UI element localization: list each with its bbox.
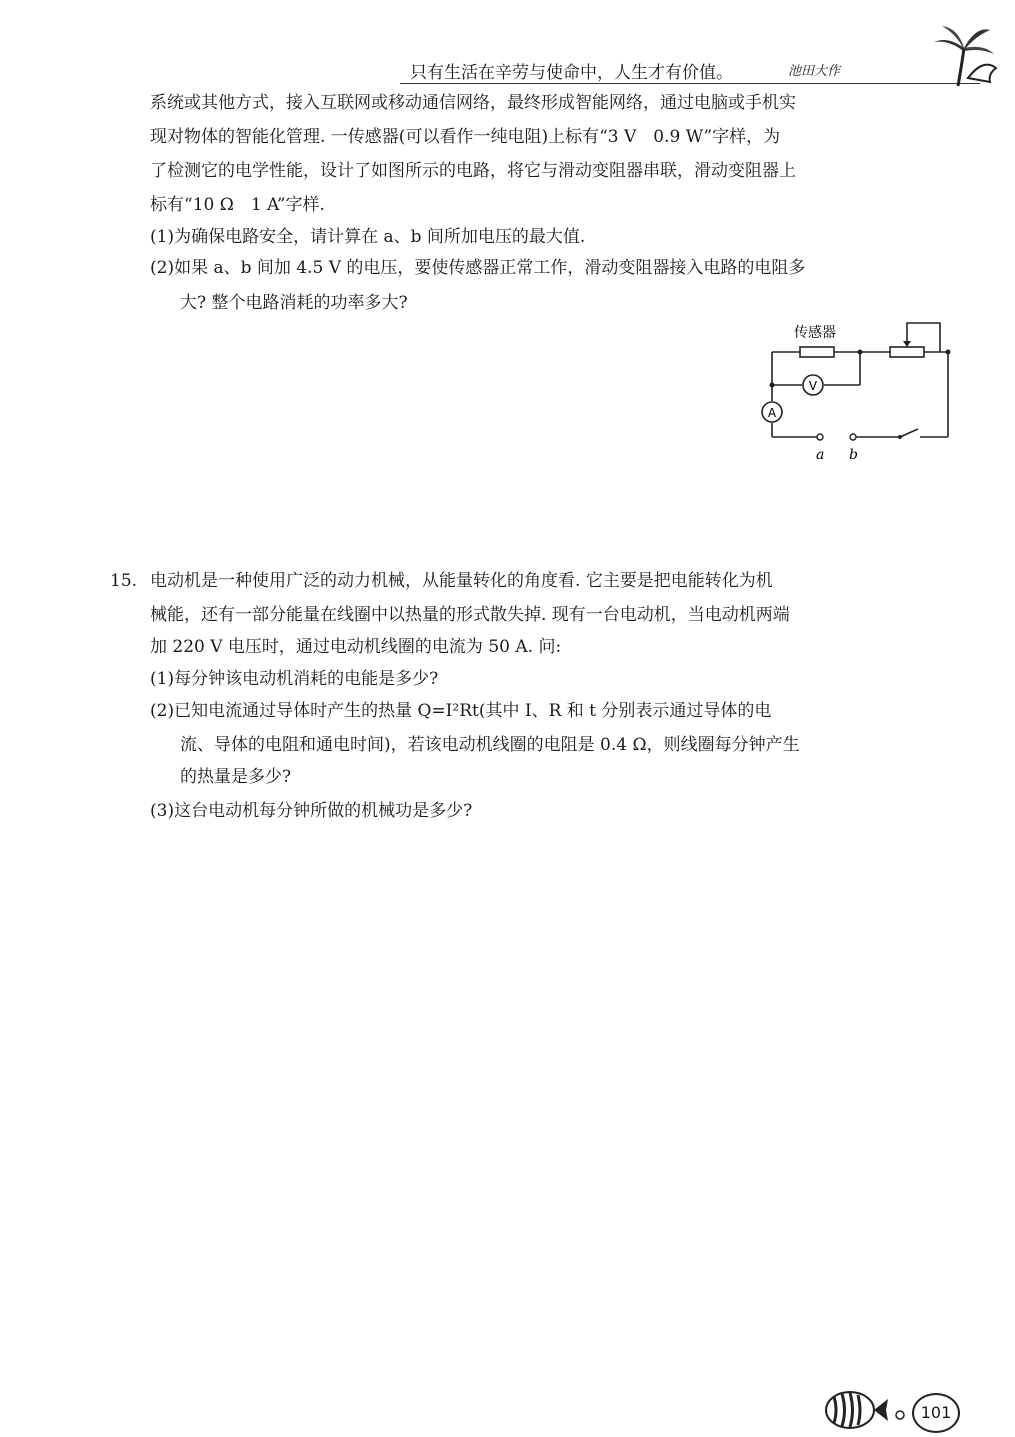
sensor-resistor [800, 347, 834, 357]
problem14-line1: 系统或其他方式，接入互联网或移动通信网络，最终形成智能网络，通过电脑或手机实 [150, 93, 796, 113]
problem14-line2: 现对物体的智能化管理. 一传感器(可以看作一纯电阻)上标有“3 V 0.9 W”字样，为 [150, 127, 781, 147]
fish-icon [820, 1385, 915, 1435]
problem14-text [150, 88, 796, 220]
problem14-question2-line1: (2)如果 a、b 间加 4.5 V 的电压，要使传感器正常工作，滑动变阻器接入电路的电阻多 [150, 258, 806, 278]
page-number: 101 [912, 1393, 960, 1433]
ammeter-label: A [767, 406, 777, 420]
sensor-label: 传感器 [794, 325, 836, 341]
problem15-question2-line2: 流、导体的电阻和通电时间)，若该电动机线圈的电阻是 0.4 Ω，则线圈每分钟产生 [180, 735, 800, 755]
problem15-line3: 加 220 V 电压时，通过电动机线圈的电流为 50 A. 问: [150, 637, 562, 657]
page-header [400, 58, 905, 84]
header-author: 池田大作 [788, 64, 841, 79]
problem15-question1: (1)每分钟该电动机消耗的电能是多少? [150, 669, 439, 689]
terminal-b-label: b [849, 447, 858, 463]
circuit-diagram [760, 315, 960, 465]
terminal-a-label: a [816, 447, 825, 463]
problem15-number: 15. [110, 571, 138, 591]
slider-arrow-icon [903, 341, 911, 347]
problem15-line2: 械能，还有一部分能量在线圈中以热量的形式散失掉. 现有一台电动机，当电动机两端 [150, 605, 790, 625]
problem15-line1: 电动机是一种使用广泛的动力机械，从能量转化的角度看. 它主要是把电能转化为机 [150, 571, 773, 591]
header-rule [400, 83, 980, 84]
problem15-question2-line1: (2)已知电流通过导体时产生的热量 Q=I²Rt(其中 I、R 和 t 分别表示通过导体的电 [150, 701, 772, 721]
problem14-question2-line2: 大? 整个电路消耗的功率多大? [180, 293, 408, 313]
voltmeter-label: V [808, 379, 818, 393]
problem15-question3: (3)这台电动机每分钟所做的机械功是多少? [150, 801, 473, 821]
terminal-b [850, 434, 856, 440]
rheostat [890, 347, 924, 357]
palm-tree-icon [928, 18, 998, 88]
problem14-question1: (1)为确保电路安全，请计算在 a、b 间所加电压的最大值. [150, 227, 586, 247]
problem14-line3: 了检测它的电学性能，设计了如图所示的电路，将它与滑动变阻器串联，滑动变阻器上 [150, 161, 796, 181]
problem14-line4: 标有“10 Ω 1 A”字样. [150, 195, 325, 215]
terminal-a [817, 434, 823, 440]
problem15-question2-line3: 的热量是多少? [180, 767, 292, 787]
header-motto: 只有生活在辛劳与使命中，人生才有价值。 [410, 63, 733, 83]
